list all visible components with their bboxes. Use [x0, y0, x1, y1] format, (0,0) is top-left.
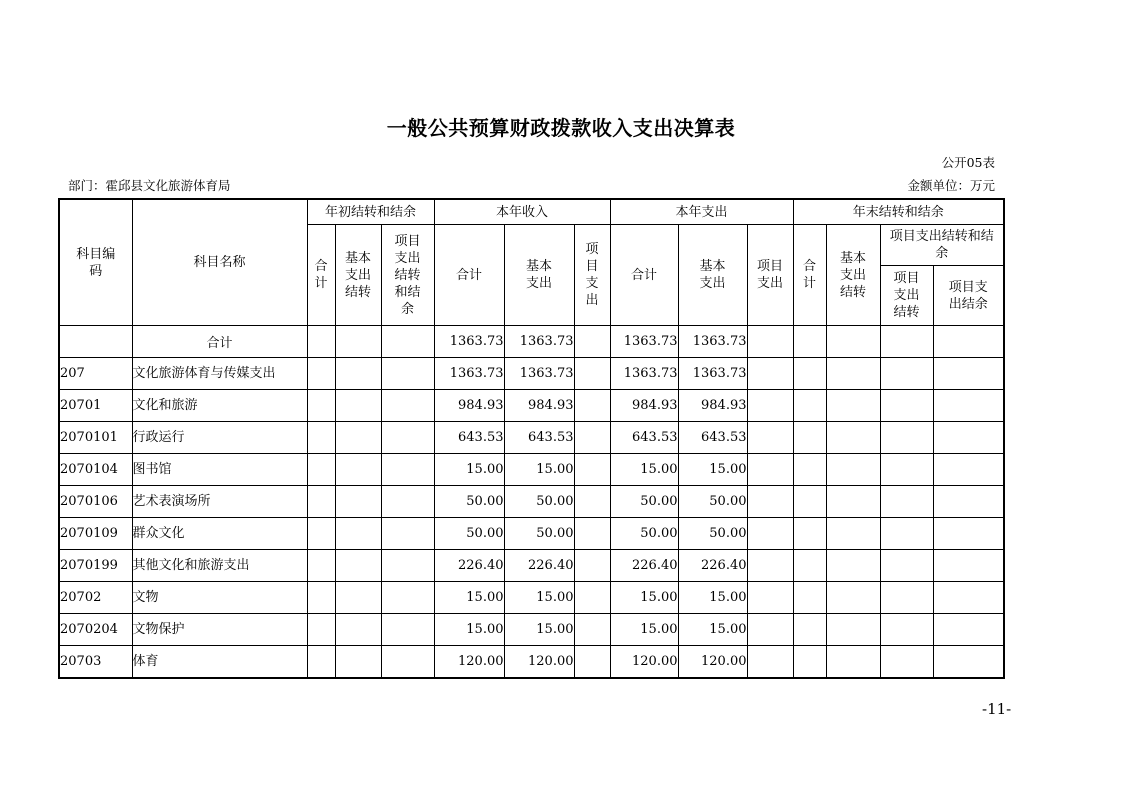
- table-cell-name: 其他文化和旅游支出: [132, 550, 307, 582]
- table-cell-expense-total: 1363.73: [610, 358, 678, 390]
- table-cell-expense-basic: 120.00: [678, 646, 747, 679]
- table-row: [59, 390, 1004, 422]
- table-cell-income-total: 15.00: [434, 582, 504, 614]
- table-cell-expense-total: 50.00: [610, 486, 678, 518]
- table-cell-begin-project-carry-balance: [381, 614, 434, 646]
- table-cell-income-project: [574, 518, 610, 550]
- amount-unit-label: 金额单位：万元: [907, 178, 995, 193]
- header-expense-basic: 基本支出: [678, 225, 747, 326]
- table-cell-begin-basic-carry: [335, 422, 381, 454]
- table-cell-end-project-carry: [880, 550, 933, 582]
- table-body: [59, 326, 1004, 679]
- table-cell-end-project-carry: [880, 646, 933, 679]
- table-cell-begin-basic-carry: [335, 326, 381, 358]
- table-cell-end-basic-carry: [826, 614, 880, 646]
- table-cell-begin-total: [307, 646, 335, 679]
- table-cell-end-project-balance: [933, 390, 1004, 422]
- table-cell-name: 群众文化: [132, 518, 307, 550]
- table-cell-code: 2070101: [59, 422, 132, 454]
- table-cell-code: 20703: [59, 646, 132, 679]
- table-cell-income-total: 15.00: [434, 454, 504, 486]
- table-row: [59, 614, 1004, 646]
- header-group-begin: 年初结转和结余: [307, 199, 434, 225]
- header-end-total: 合计: [793, 225, 826, 326]
- table-cell-end-basic-carry: [826, 390, 880, 422]
- table-cell-begin-project-carry-balance: [381, 486, 434, 518]
- header-expense-project: 项目支出: [747, 225, 793, 326]
- table-cell-end-project-balance: [933, 326, 1004, 358]
- table-cell-income-project: [574, 326, 610, 358]
- header-end-project-balance: 项目支出结余: [933, 266, 1004, 326]
- table-cell-income-basic: 15.00: [504, 614, 574, 646]
- table-cell-begin-basic-carry: [335, 390, 381, 422]
- table-cell-code: 2070204: [59, 614, 132, 646]
- table-cell-expense-project: [747, 518, 793, 550]
- table-cell-expense-project: [747, 582, 793, 614]
- department-label: 部门：霍邱县文化旅游体育局: [68, 178, 231, 193]
- table-cell-begin-project-carry-balance: [381, 422, 434, 454]
- table-cell-end-total: [793, 646, 826, 679]
- table-cell-begin-basic-carry: [335, 358, 381, 390]
- table-cell-expense-project: [747, 550, 793, 582]
- document-title: 一般公共预算财政拨款收入支出决算表: [386, 116, 736, 140]
- table-cell-end-project-balance: [933, 550, 1004, 582]
- table-cell-income-total: 1363.73: [434, 358, 504, 390]
- table-cell-name: 文化旅游体育与传媒支出: [132, 358, 307, 390]
- table-cell-expense-total: 15.00: [610, 454, 678, 486]
- table-cell-end-project-balance: [933, 422, 1004, 454]
- table-cell-end-project-balance: [933, 518, 1004, 550]
- table-cell-code: 20701: [59, 390, 132, 422]
- table-cell-income-total: 1363.73: [434, 326, 504, 358]
- header-end-project-group: 项目支出结转和结余: [880, 225, 1004, 266]
- header-income-basic: 基本支出: [504, 225, 574, 326]
- page-number: -11-: [982, 700, 1012, 718]
- table-cell-end-total: [793, 518, 826, 550]
- table-cell-name: 文物: [132, 582, 307, 614]
- table-cell-end-total: [793, 390, 826, 422]
- table-cell-expense-basic: 15.00: [678, 582, 747, 614]
- table-cell-begin-total: [307, 326, 335, 358]
- table-cell-expense-total: 120.00: [610, 646, 678, 679]
- table-cell-end-basic-carry: [826, 422, 880, 454]
- table-cell-begin-basic-carry: [335, 614, 381, 646]
- table-cell-end-project-carry: [880, 326, 933, 358]
- table-cell-expense-basic: 15.00: [678, 454, 747, 486]
- table-cell-end-total: [793, 486, 826, 518]
- table-cell-end-total: [793, 422, 826, 454]
- header-end-basic-carry: 基本支出结转: [826, 225, 880, 326]
- header-income-project: 项目支出: [574, 225, 610, 326]
- table-cell-begin-project-carry-balance: [381, 326, 434, 358]
- table-cell-end-project-balance: [933, 614, 1004, 646]
- table-cell-income-total: 50.00: [434, 486, 504, 518]
- table-cell-expense-basic: 50.00: [678, 518, 747, 550]
- table-cell-expense-total: 226.40: [610, 550, 678, 582]
- table-row: [59, 646, 1004, 679]
- table-cell-begin-basic-carry: [335, 454, 381, 486]
- table-cell-end-total: [793, 582, 826, 614]
- table-cell-begin-total: [307, 486, 335, 518]
- table-cell-expense-total: 50.00: [610, 518, 678, 550]
- header-end-project-carry: 项目支出结转: [880, 266, 933, 326]
- table-cell-begin-total: [307, 582, 335, 614]
- table-cell-begin-total: [307, 614, 335, 646]
- table-cell-end-project-carry: [880, 614, 933, 646]
- table-cell-end-basic-carry: [826, 582, 880, 614]
- table-cell-income-total: 120.00: [434, 646, 504, 679]
- table-cell-end-basic-carry: [826, 550, 880, 582]
- header-income-total: 合计: [434, 225, 504, 326]
- table-cell-income-total: 643.53: [434, 422, 504, 454]
- table-cell-end-basic-carry: [826, 358, 880, 390]
- table-cell-begin-total: [307, 550, 335, 582]
- table-cell-begin-total: [307, 358, 335, 390]
- table-cell-end-total: [793, 454, 826, 486]
- table-cell-begin-total: [307, 422, 335, 454]
- table-cell-end-total: [793, 358, 826, 390]
- table-cell-expense-total: 1363.73: [610, 326, 678, 358]
- table-cell-income-basic: 1363.73: [504, 326, 574, 358]
- table-cell-begin-project-carry-balance: [381, 582, 434, 614]
- table-cell-begin-project-carry-balance: [381, 550, 434, 582]
- table-cell-expense-project: [747, 358, 793, 390]
- table-cell-end-project-balance: [933, 646, 1004, 679]
- table-cell-begin-basic-carry: [335, 518, 381, 550]
- table-row: [59, 518, 1004, 550]
- header-group-expense: 本年支出: [610, 199, 793, 225]
- table-cell-income-project: [574, 390, 610, 422]
- table-cell-end-total: [793, 614, 826, 646]
- table-cell-income-project: [574, 358, 610, 390]
- table-cell-income-total: 226.40: [434, 550, 504, 582]
- table-cell-income-basic: 50.00: [504, 486, 574, 518]
- table-cell-name: 合计: [132, 326, 307, 358]
- table-cell-end-project-carry: [880, 518, 933, 550]
- table-cell-end-project-carry: [880, 454, 933, 486]
- table-cell-end-project-balance: [933, 582, 1004, 614]
- table-cell-income-basic: 15.00: [504, 454, 574, 486]
- table-cell-end-project-carry: [880, 486, 933, 518]
- table-cell-name: 图书馆: [132, 454, 307, 486]
- table-cell-expense-project: [747, 454, 793, 486]
- table-cell-expense-total: 643.53: [610, 422, 678, 454]
- table-header: [59, 199, 1004, 326]
- table-cell-name: 行政运行: [132, 422, 307, 454]
- table-cell-begin-project-carry-balance: [381, 390, 434, 422]
- header-subject-code: 科目编码: [59, 199, 132, 326]
- table-cell-income-basic: 1363.73: [504, 358, 574, 390]
- table-cell-expense-basic: 15.00: [678, 614, 747, 646]
- header-begin-basic-carry: 基本支出结转: [335, 225, 381, 326]
- table-cell-expense-project: [747, 326, 793, 358]
- table-cell-end-project-carry: [880, 358, 933, 390]
- table-cell-expense-basic: 1363.73: [678, 326, 747, 358]
- table-cell-code: [59, 326, 132, 358]
- table-cell-end-project-balance: [933, 486, 1004, 518]
- table-cell-code: 20702: [59, 582, 132, 614]
- table-cell-expense-basic: 1363.73: [678, 358, 747, 390]
- table-cell-income-basic: 15.00: [504, 582, 574, 614]
- table-cell-expense-basic: 50.00: [678, 486, 747, 518]
- table-cell-name: 艺术表演场所: [132, 486, 307, 518]
- table-cell-income-basic: 643.53: [504, 422, 574, 454]
- table-row: [59, 358, 1004, 390]
- table-cell-income-basic: 226.40: [504, 550, 574, 582]
- table-cell-expense-basic: 643.53: [678, 422, 747, 454]
- table-cell-code: 2070109: [59, 518, 132, 550]
- table-cell-end-basic-carry: [826, 646, 880, 679]
- header-begin-project-carry-balance: 项目支出结转和结余: [381, 225, 434, 326]
- table-cell-begin-total: [307, 454, 335, 486]
- table-cell-expense-basic: 984.93: [678, 390, 747, 422]
- form-number: 公开05表: [941, 155, 995, 170]
- table-cell-end-total: [793, 550, 826, 582]
- table-cell-code: 2070104: [59, 454, 132, 486]
- table-cell-begin-basic-carry: [335, 582, 381, 614]
- table-row: [59, 454, 1004, 486]
- table-cell-end-project-carry: [880, 422, 933, 454]
- table-cell-income-basic: 50.00: [504, 518, 574, 550]
- table-cell-end-basic-carry: [826, 518, 880, 550]
- table-cell-end-total: [793, 326, 826, 358]
- table-cell-name: 文物保护: [132, 614, 307, 646]
- table-row: [59, 582, 1004, 614]
- table-cell-income-project: [574, 422, 610, 454]
- table-cell-income-project: [574, 454, 610, 486]
- table-cell-begin-project-carry-balance: [381, 358, 434, 390]
- table-cell-income-project: [574, 646, 610, 679]
- table-cell-income-basic: 120.00: [504, 646, 574, 679]
- table-cell-end-project-balance: [933, 358, 1004, 390]
- table-cell-expense-project: [747, 486, 793, 518]
- table-cell-begin-basic-carry: [335, 550, 381, 582]
- table-cell-begin-total: [307, 390, 335, 422]
- table-cell-end-basic-carry: [826, 326, 880, 358]
- table-cell-name: 文化和旅游: [132, 390, 307, 422]
- table-cell-expense-total: 15.00: [610, 582, 678, 614]
- table-cell-begin-project-carry-balance: [381, 454, 434, 486]
- header-expense-total: 合计: [610, 225, 678, 326]
- table-cell-expense-project: [747, 390, 793, 422]
- table-cell-end-project-balance: [933, 454, 1004, 486]
- table-cell-begin-total: [307, 518, 335, 550]
- table-cell-end-project-carry: [880, 582, 933, 614]
- table-cell-expense-total: 15.00: [610, 614, 678, 646]
- table-cell-income-total: 15.00: [434, 614, 504, 646]
- table-cell-begin-project-carry-balance: [381, 646, 434, 679]
- table-cell-code: 2070106: [59, 486, 132, 518]
- table-cell-expense-project: [747, 646, 793, 679]
- table-cell-income-project: [574, 486, 610, 518]
- header-group-income: 本年收入: [434, 199, 610, 225]
- table-cell-income-project: [574, 550, 610, 582]
- table-row: [59, 326, 1004, 358]
- header-group-end: 年末结转和结余: [793, 199, 1004, 225]
- table-row: [59, 486, 1004, 518]
- table-cell-end-basic-carry: [826, 454, 880, 486]
- table-cell-code: 2070199: [59, 550, 132, 582]
- table-cell-expense-total: 984.93: [610, 390, 678, 422]
- table-cell-begin-project-carry-balance: [381, 518, 434, 550]
- table-row: [59, 422, 1004, 454]
- table-cell-expense-basic: 226.40: [678, 550, 747, 582]
- header-subject-name: 科目名称: [132, 199, 307, 326]
- table-cell-income-total: 50.00: [434, 518, 504, 550]
- budget-table: [58, 198, 1005, 679]
- table-cell-income-project: [574, 614, 610, 646]
- table-row: [59, 550, 1004, 582]
- table-cell-expense-project: [747, 422, 793, 454]
- table-cell-income-basic: 984.93: [504, 390, 574, 422]
- header-begin-total: 合计: [307, 225, 335, 326]
- table-cell-income-project: [574, 582, 610, 614]
- table-cell-end-basic-carry: [826, 486, 880, 518]
- table-cell-income-total: 984.93: [434, 390, 504, 422]
- table-cell-begin-basic-carry: [335, 486, 381, 518]
- table-cell-name: 体育: [132, 646, 307, 679]
- table-cell-end-project-carry: [880, 390, 933, 422]
- table-cell-code: 207: [59, 358, 132, 390]
- table-cell-expense-project: [747, 614, 793, 646]
- table-cell-begin-basic-carry: [335, 646, 381, 679]
